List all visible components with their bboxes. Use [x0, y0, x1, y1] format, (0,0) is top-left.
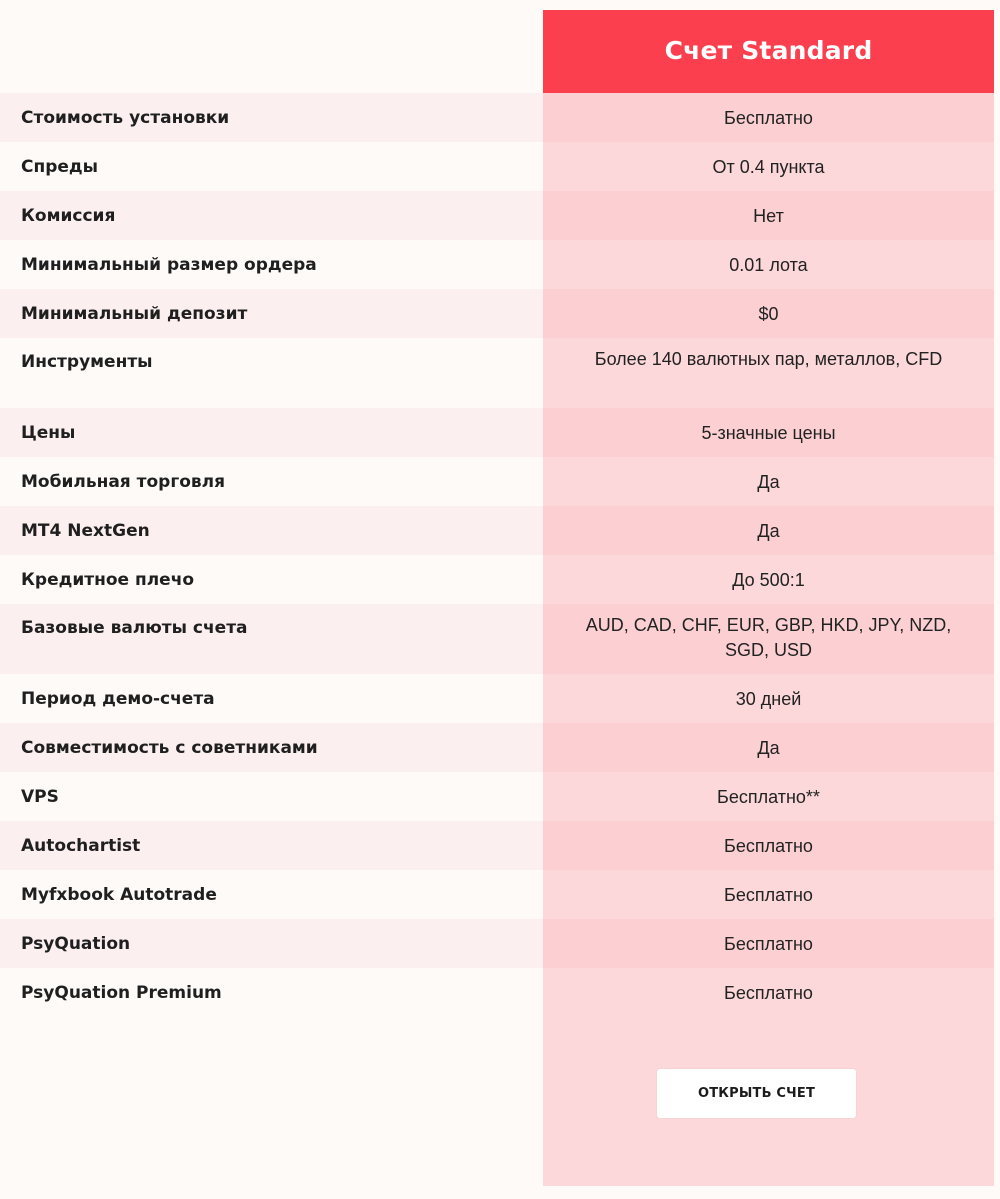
- open-account-button[interactable]: ОТКРЫТЬ СЧЕТ: [657, 1069, 856, 1118]
- row-label: Комиссия: [0, 191, 543, 240]
- table-row-psyquation: [0, 919, 994, 968]
- row-label: Минимальный размер ордера: [21, 255, 317, 275]
- row-label: PsyQuation Premium: [21, 983, 222, 1003]
- row-label: Myfxbook Autotrade: [21, 885, 217, 905]
- row-value: Более 140 валютных пар, металлов, CFD: [594, 349, 943, 369]
- table-row-mt4-nextgen: [0, 506, 994, 555]
- account-type-header: [543, 10, 994, 93]
- row-label: MT4 NextGen: [0, 506, 543, 555]
- row-value: Бесплатно**: [717, 787, 820, 807]
- comparison-table: [0, 93, 994, 1017]
- row-label: Инструменты: [21, 352, 153, 372]
- row-value: Да: [543, 506, 994, 555]
- row-label: VPS: [21, 787, 59, 807]
- row-value: Бесплатно: [543, 919, 994, 968]
- row-value: Нет: [543, 191, 994, 240]
- row-label: Базовые валюты счета: [0, 604, 543, 674]
- row-label: Цены: [0, 408, 543, 457]
- row-label: Кредитное плечо: [21, 570, 195, 590]
- table-row-vps: [0, 772, 994, 821]
- row-value: Бесплатно: [724, 983, 813, 1003]
- table-row-leverage: [0, 555, 994, 604]
- table-row-myfxbook-autotrade: [0, 870, 994, 919]
- row-value: Да: [757, 472, 780, 492]
- row-value: 30 дней: [735, 689, 802, 709]
- table-row-base-currencies: [0, 604, 994, 674]
- row-label: PsyQuation: [0, 919, 543, 968]
- row-value: Бесплатно: [543, 93, 994, 142]
- row-label: Спреды: [21, 157, 99, 177]
- table-row-demo-period: [0, 674, 994, 723]
- table-row-min-order-size: [0, 240, 994, 289]
- table-row-spreads: [0, 142, 994, 191]
- table-row-setup-cost: [0, 93, 994, 142]
- row-value: Да: [543, 723, 994, 772]
- row-label: Период демо-счета: [21, 689, 215, 709]
- table-row-instruments: [0, 338, 994, 408]
- row-label: Минимальный депозит: [0, 289, 543, 338]
- row-value: 0.01 лота: [729, 255, 808, 275]
- row-value: Бесплатно: [543, 821, 994, 870]
- table-row-prices: [0, 408, 994, 457]
- row-label: Совместимость с советниками: [0, 723, 543, 772]
- table-row-autochartist: [0, 821, 994, 870]
- row-value: До 500:1: [732, 570, 805, 590]
- table-row-mobile-trading: [0, 457, 994, 506]
- table-row-commission: [0, 191, 994, 240]
- row-value: $0: [543, 289, 994, 338]
- row-label: Мобильная торговля: [21, 472, 226, 492]
- table-row-psyquation-premium: [0, 968, 994, 1017]
- row-label: Стоимость установки: [0, 93, 543, 142]
- row-value: 5-значные цены: [543, 408, 994, 457]
- row-value: AUD, CAD, CHF, EUR, GBP, HKD, JPY, NZD, SGD, USD: [543, 604, 994, 674]
- row-value: Бесплатно: [724, 885, 813, 905]
- account-type-title: Счет Standard: [664, 36, 873, 65]
- table-row-ea-compatibility: [0, 723, 994, 772]
- row-value: От 0.4 пункта: [712, 157, 825, 177]
- table-row-min-deposit: [0, 289, 994, 338]
- row-label: Autochartist: [0, 821, 543, 870]
